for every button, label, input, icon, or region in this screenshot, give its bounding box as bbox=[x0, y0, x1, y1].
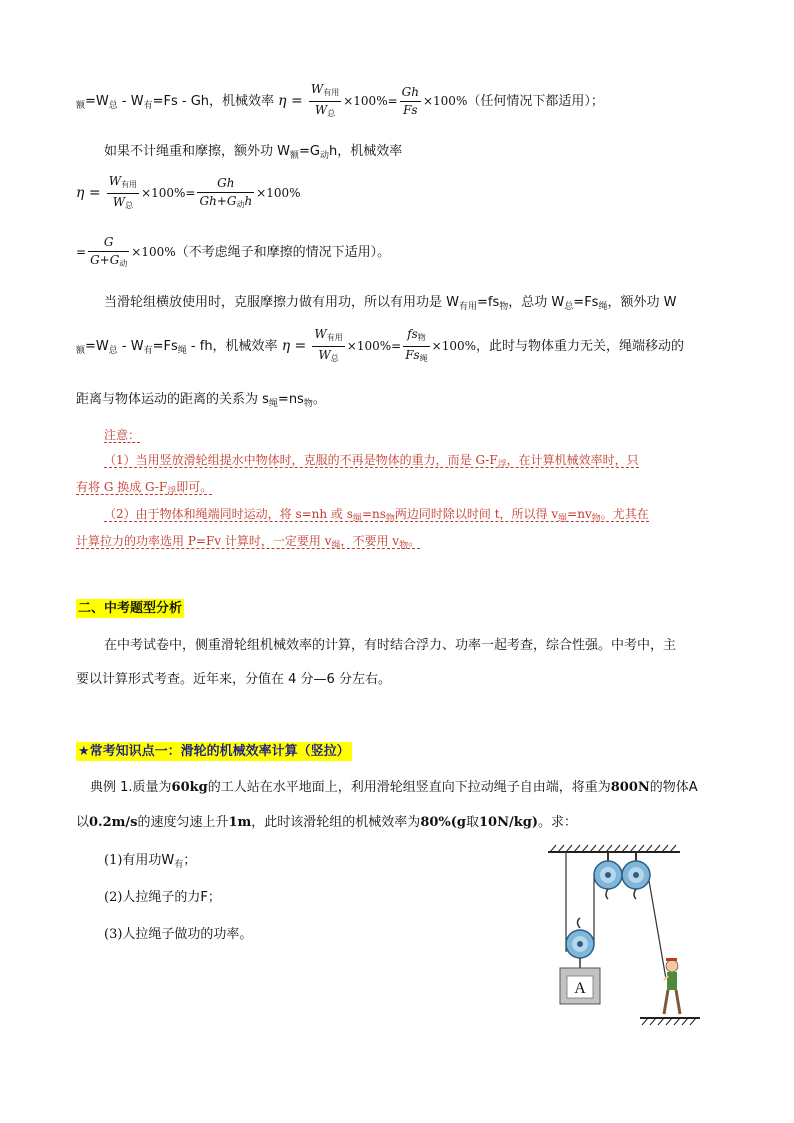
eta-symbol: η = bbox=[278, 93, 303, 109]
question-3: (3)人拉绳子做功的功率。 bbox=[104, 927, 253, 942]
fraction-gh-over-fs: $\frac{Gh}{Fs}$ bbox=[401, 85, 419, 117]
fraction-w-useful-over-w-total-2: $\frac{W_{有用}}{W_总}$ bbox=[108, 174, 138, 210]
knowledge-point-heading: ★常考知识点一：滑轮的机械效率计算（竖拉） bbox=[78, 744, 350, 759]
block-a-label: A bbox=[574, 980, 586, 997]
paragraph-horizontal: 当滑轮组横放使用时，克服摩擦力做有用功，所以有用功是 $W_{有用}=fs_物$，总功 $W_总=Fs_绳$，额外功 W bbox=[104, 295, 677, 312]
fixed-pulley-left bbox=[594, 861, 622, 899]
formula-line-4: $_额=W_总 - W_有=Fs_绳$ - fh，机械效率 η = $\frac{W_{有用}}{W_总}$ ×100%= $\frac{fs_物}{Fs_绳}$ ×100%，此时与物体重力无关，绳端移动的 bbox=[76, 327, 684, 369]
paragraph-no-friction: 如果不计绳重和摩擦，额外功 $W_额=G_动h$，机械效率 bbox=[104, 144, 403, 161]
fraction-g-over-g-plus-gd: $\frac{G}{G+G_动}$ bbox=[90, 234, 128, 268]
paragraph-distance-relation: 距离与物体运动的距离的关系为 $s_绳=ns_物$。 bbox=[76, 392, 326, 409]
fraction-w-useful-over-w-total-3: $\frac{W_{有用}}{W_总}$ bbox=[314, 327, 343, 363]
fraction-gh-over-gh-plus-gdh: $\frac{Gh}{Gh+G_动h}$ bbox=[199, 175, 253, 209]
section2-paragraph-2: 要以计算形式考查。近年来，分值在 4 分—6 分左右。 bbox=[76, 672, 391, 687]
pulley-system-figure bbox=[540, 842, 710, 1032]
formula1-prefix: 额 bbox=[76, 101, 86, 111]
fraction-fs-over-fs: $\frac{fs_物}{Fs_绳}$ bbox=[405, 327, 428, 363]
example1-line-2: 以0.2m/s的速度匀速上升1m，此时该滑轮组的机械效率为80%(g取10N/kg)。求： bbox=[76, 815, 578, 830]
question-2: (2)人拉绳子的力F； bbox=[104, 890, 221, 905]
note-line-4: 计算拉力的功率选用 P=Fv 计算时，一定要用 $v_绳$，不要用 $v_物$。 bbox=[76, 534, 421, 551]
formula-line-2: η = $\frac{W_{有用}}{W_总}$ ×100%= $\frac{Gh}{Gh+G_动h}$ ×100% bbox=[76, 174, 301, 213]
example1-line-1: 典例 1.质量为60kg的工人站在水平地面上，利用滑轮组竖直向下拉动绳子自由端，将重为800N的物体A bbox=[90, 780, 698, 795]
formula-line-1: $_额=W_总 - W_有=Fs - Gh$，机械效率 η = $\frac{W_{有用}}{W_总}$ ×100%= $\frac{Gh}{Fs}$ ×100%（任何情况下都适用）； bbox=[76, 82, 604, 123]
worker-figure bbox=[664, 958, 680, 1014]
question-1: (1)有用功$W_有$； bbox=[104, 853, 197, 870]
block-a bbox=[560, 968, 600, 1004]
note-title: 注意： bbox=[104, 428, 141, 442]
fraction-w-useful-over-w-total: $\frac{W_{有用}}{W_总}$ bbox=[310, 82, 340, 118]
formula-line-3: = $\frac{G}{G+G_动}$ ×100%（不考虑绳子和摩擦的情况下适用）。 bbox=[76, 234, 390, 271]
note-line-2: 有将 G 换成 $G-F_浮$即可。 bbox=[76, 480, 213, 497]
note-line-1: （1）当用竖放滑轮组提水中物体时，克服的不再是物体的重力，而是 $G-F_浮$，在计算机械效率时，只 bbox=[104, 453, 639, 470]
section-heading-exam-analysis: 二、中考题型分析 bbox=[78, 601, 183, 616]
movable-pulley bbox=[566, 918, 594, 968]
section2-paragraph-1: 在中考试卷中，侧重滑轮组机械效率的计算，有时结合浮力、功率一起考查，综合性强。中考中，主 bbox=[104, 638, 677, 653]
formula1-note: （任何情况下都适用）； bbox=[467, 94, 604, 109]
fixed-pulley-right bbox=[622, 861, 650, 899]
note-line-3: （2）由于物体和绳端同时运动，将 s=nh 或 $s_绳=ns_物$两边同时除以时间 t，所以得 $v_绳=nv_物$。尤其在 bbox=[104, 507, 649, 524]
